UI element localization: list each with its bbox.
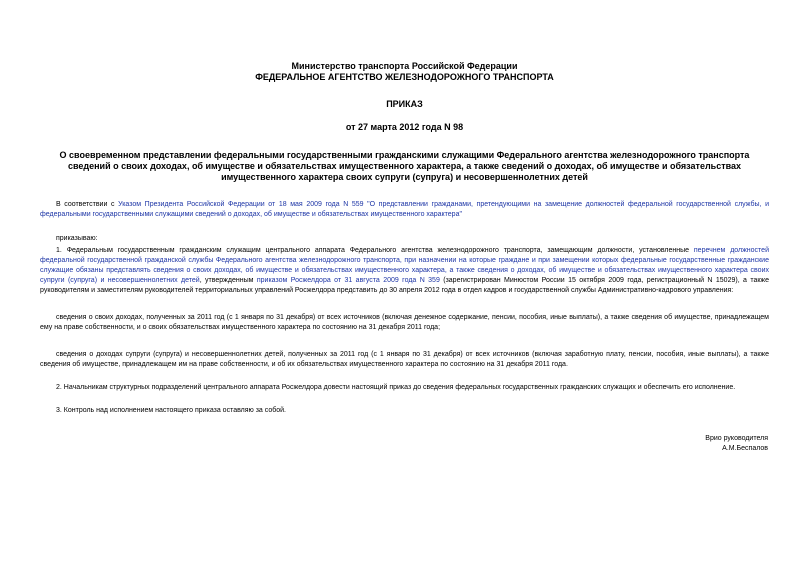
document-title: О своевременном представлении федеральными государственными гражданскими служащими Федерального агентства железнодорожного транспорта сведений о своих доходах, об имуществе и обязательствах имущественного характера, а также сведений о доходах, об имуществе и обязательствах имущественного характера своих супруги (супруга) и несовершеннолетних детей — [59, 150, 750, 182]
preamble-text: В соответствии с — [56, 201, 119, 208]
item-1-text-c: (зарегистрирован Минюстом России 15 октября 2009 года, регистрационный N 15029), а также руководителям и заместителям руководителей территориальных управлений Росжелдора представить до 30 апреля 2012 года в отдел кадров и государственной службы Административно-кадрового управления: — [40, 277, 770, 294]
subitem-family-income: сведения о доходах супруги (супруга) и несовершеннолетних детей, полученных за 2011 год (с 1 января по 31 декабря) от всех источников (включая заработную плату, пенсии, пособия, иные выплаты), а также сведения об имуществе, принадлежащем им на праве собственности, и об их обязательствах имущественного характера по состоянию на 31 декабря 2011 года. — [40, 351, 769, 368]
item-3-paragraph: 3. Контроль над исполнением настоящего приказа оставляю за собой. — [56, 407, 287, 414]
prikazyvayu-paragraph: приказываю: — [56, 235, 98, 242]
item-2-paragraph: 2. Начальникам структурных подразделений центрального аппарата Росжелдора довести настоящий приказ до сведения федеральных государственных гражданских служащих и обеспечить его исполнение. — [56, 384, 736, 391]
document-date-number: от 27 марта 2012 года N 98 — [345, 122, 464, 132]
signature-block — [705, 434, 768, 454]
signature-position: Врио руководителя — [705, 435, 768, 442]
document-type: ПРИКАЗ — [386, 99, 423, 109]
ministry-name: Министерство транспорта Российской Федерации — [291, 61, 518, 71]
rosgeldor-order-link[interactable]: приказом Росжелдора от 31 августа 2009 года N 359 — [256, 277, 440, 284]
agency-name: ФЕДЕРАЛЬНОЕ АГЕНТСТВО ЖЕЛЕЗНОДОРОЖНОГО ТРАНСПОРТА — [255, 72, 554, 82]
positions-list-link[interactable]: перечнем должностей федеральной государственной гражданской службы Федерального агентства железнодорожного транспорта, при назначении на которые граждане и при замещении которых федеральные государственные гражданские служащие обязаны представлять сведения о своих доходах, об имуществе и обязательствах имущественного характера, а также сведения о доходах, об имуществе и обязательствах имущественного характера своих супруги (супруга) и несовершеннолетних детей — [40, 247, 769, 284]
subitem-own-income: сведения о своих доходах, полученных за 2011 год (с 1 января по 31 декабря) от всех источников (включая денежное содержание, пенсии, пособия, иные выплаты), а также сведения об имуществе, принадлежащем ему на праве собственности, и о своих обязательствах имущественного характера по состоянию на 31 декабря 2011 года; — [40, 314, 769, 331]
signature-name: А.М.Беспалов — [722, 445, 768, 452]
item-1-text-b: , утвержденным — [199, 277, 257, 284]
presidential-decree-link[interactable]: Указом Президента Российской Федерации от 18 мая 2009 года N 559 "О представлении гражданами, претендующими на замещение должностей федеральной государственной службы, и федеральными государственными служащими сведений о доходах, об имуществе и обязательствах имущественного характера" — [40, 201, 769, 218]
item-1-text-a: 1. Федеральным государственным гражданским служащим центрального аппарата Федерального агентства железнодорожного транспорта, замещающим должности, установленные — [56, 247, 694, 254]
preamble-paragraph — [40, 200, 769, 220]
item-1-paragraph — [40, 246, 769, 296]
